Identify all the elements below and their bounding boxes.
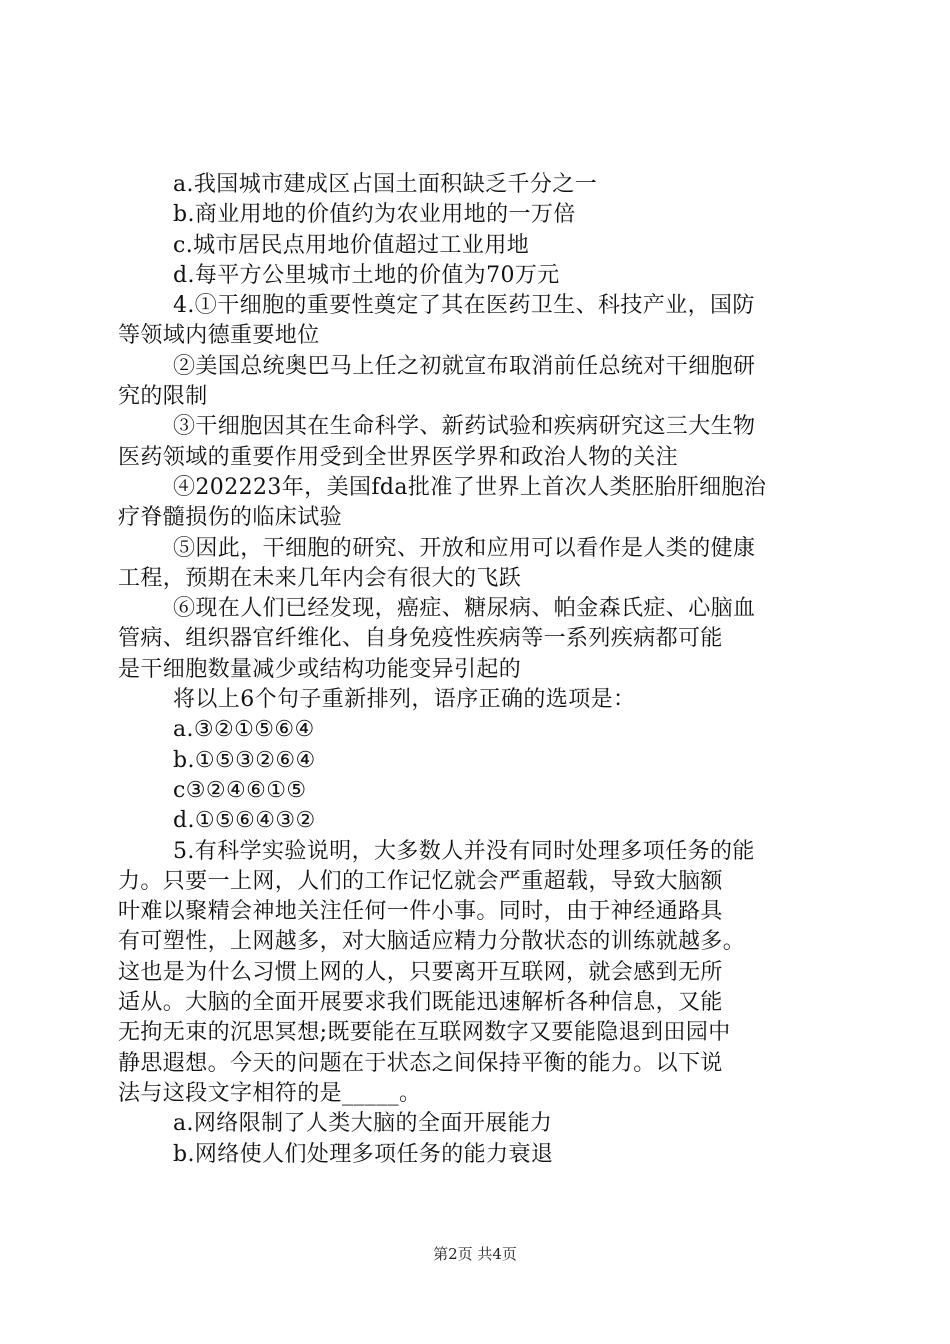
option-line: b.①⑤③②⑥④ (173, 747, 316, 773)
option-line: c.城市居民点用地价值超过工业用地 (173, 232, 530, 258)
option-line: b.网络使人们处理多项任务的能力衰退 (173, 1141, 554, 1167)
option-line: d.每平方公里城市土地的价值为70万元 (173, 262, 560, 288)
paragraph-line: 工程，预期在未来几年内会有很大的飞跃 (118, 565, 522, 591)
sentence-line: ⑥现在人们已经发现，癌症、糖尿病、帕金森氏症、心脑血 (173, 596, 756, 622)
paragraph-line: 这也是为什么习惯上网的人，只要离开互联网，就会感到无所 (118, 959, 723, 985)
option-line: a.③②①⑤⑥④ (173, 717, 315, 743)
paragraph-line: 有可塑性，上网越多，对大脑适应精力分散状态的训练就越多。 (118, 929, 746, 955)
paragraph-line: 适从。大脑的全面开展要求我们既能迅速解析各种信息，又能 (118, 990, 723, 1016)
sentence-line: ⑤因此，干细胞的研究、开放和应用可以看作是人类的健康 (173, 535, 756, 561)
option-line: a.我国城市建成区占国土面积缺乏千分之一 (173, 172, 598, 197)
paragraph-line: 力。只要一上网，人们的工作记忆就会严重超载，导致大脑额 (118, 868, 723, 894)
paragraph-line: 是干细胞数量减少或结构功能变异引起的 (118, 656, 522, 682)
sentence-line: ④202223年，美国fda批准了世界上首次人类胚胎肝细胞治 (173, 474, 767, 500)
document-body (118, 170, 838, 1170)
question-4-line: 4.①干细胞的重要性奠定了其在医药卫生、科技产业，国防 (173, 293, 755, 319)
paragraph-line: 管病、组织器官纤维化、自身免疫性疾病等一系列疾病都可能 (118, 626, 723, 652)
paragraph-line: 医药领域的重要作用受到全世界医学界和政治人物的关注 (118, 444, 679, 470)
page-number-footer: 第2页 共4页 (433, 1245, 517, 1263)
paragraph-line: 等领域内德重要地位 (118, 323, 320, 349)
question-prompt-line: 将以上6个句子重新排列，语序正确的选项是： (173, 687, 636, 713)
sentence-line: ③干细胞因其在生命科学、新药试验和疾病研究这三大生物 (173, 414, 756, 440)
paragraph-line: 究的限制 (118, 384, 208, 410)
option-line: b.商业用地的价值约为农业用地的一万倍 (173, 202, 576, 228)
paragraph-line: 无拘无束的沉思冥想;既要能在互联网数字又要能隐退到田园中 (118, 1020, 731, 1046)
option-line: d.①⑤⑥④③② (173, 808, 316, 834)
paragraph-line: 叶难以聚精会神地关注任何一件小事。同时，由于神经通路具 (118, 899, 723, 925)
paragraph-line: 静思遐想。今天的问题在于状态之间保持平衡的能力。以下说 (118, 1050, 723, 1076)
option-line: c③②④⑥①⑤ (173, 777, 307, 803)
paragraph-line: 法与这段文字相符的是_____。 (118, 1080, 422, 1106)
option-line: a.网络限制了人类大脑的全面开展能力 (173, 1111, 553, 1137)
sentence-line: ②美国总统奥巴马上任之初就宣布取消前任总统对干细胞研 (173, 353, 756, 379)
paragraph-line: 疗脊髓损伤的临床试验 (118, 505, 343, 531)
question-5-line: 5.有科学实验说明，大多数人并没有同时处理多项任务的能 (173, 838, 755, 864)
